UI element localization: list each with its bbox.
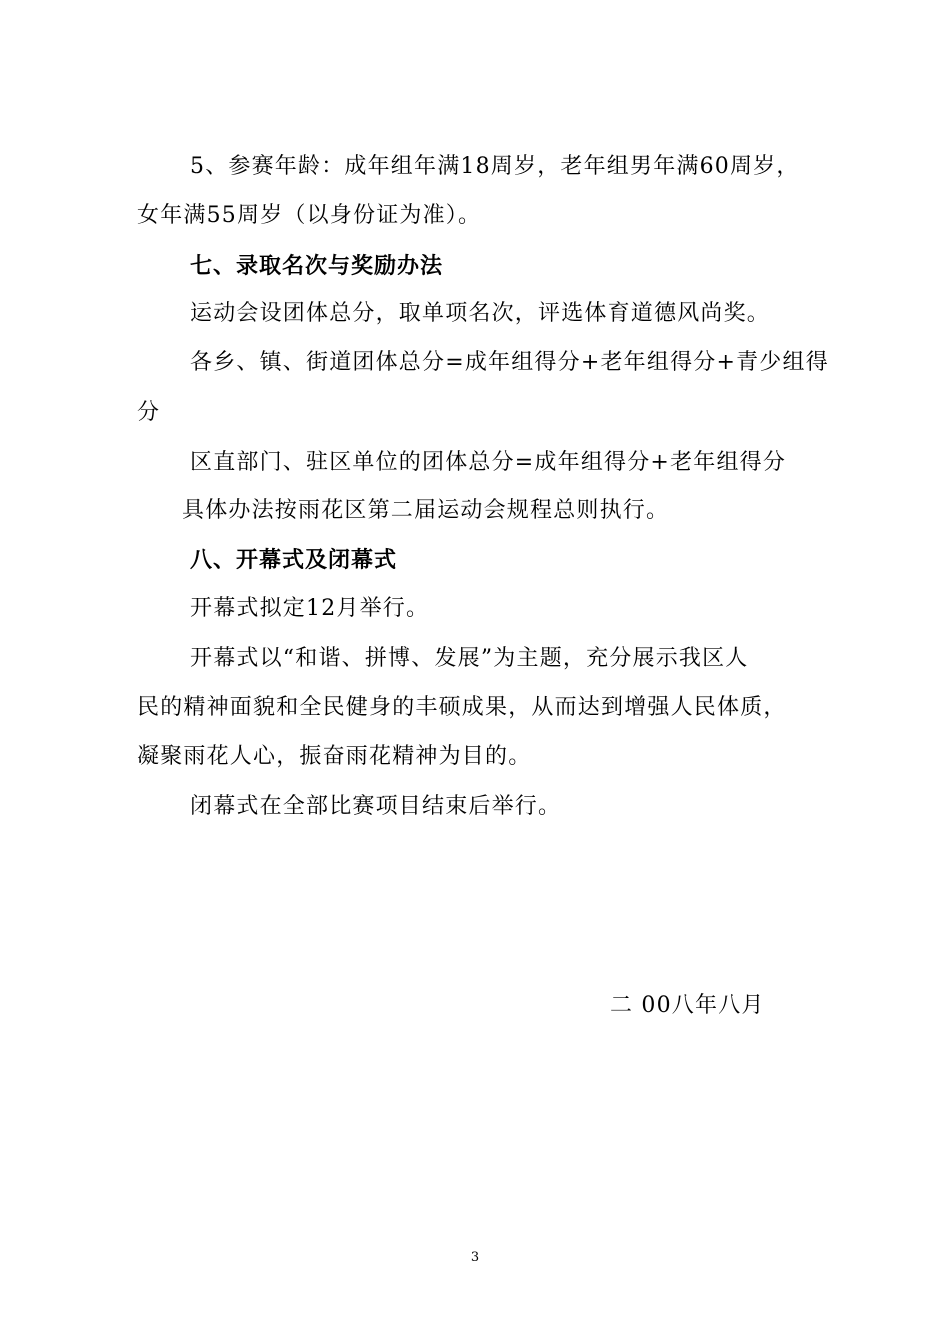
page-number: 3 [470,1250,480,1265]
date-signature: 二 00八年八月 [610,993,765,1018]
closing-line: 闭幕式在全部比赛项目结束后举行。 [190,794,562,819]
district-score-line: 区直部门、驻区单位的团体总分=成年组得分+老年组得分 [190,450,787,475]
township-score-line-1: 各乡、镇、街道团体总分=成年组得分+老年组得分+青少组得 [190,350,829,375]
township-score-line-2: 分 [137,400,161,425]
age-requirement-line-2: 女年满55周岁（以身份证为准）。 [137,203,482,228]
section-8-heading: 八、开幕式及闭幕式 [190,548,398,573]
rules-line: 具体办法按雨花区第二届运动会规程总则执行。 [182,498,670,523]
age-requirement-line-1: 5、参赛年龄：成年组年满18周岁，老年组男年满60周岁， [190,154,800,179]
opening-date-line: 开幕式拟定12月举行。 [190,596,430,621]
section-7-heading: 七、录取名次与奖励办法 [190,254,444,279]
opening-theme-line-3: 凝聚雨花人心，振奋雨花精神为目的。 [137,744,532,769]
awards-line: 运动会设团体总分，取单项名次，评选体育道德风尚奖。 [190,301,771,326]
opening-theme-line-2: 民的精神面貌和全民健身的丰硕成果，从而达到增强人民体质， [137,695,787,720]
opening-theme-line-1: 开幕式以“和谐、拼博、发展”为主题，充分展示我区人 [190,646,749,671]
